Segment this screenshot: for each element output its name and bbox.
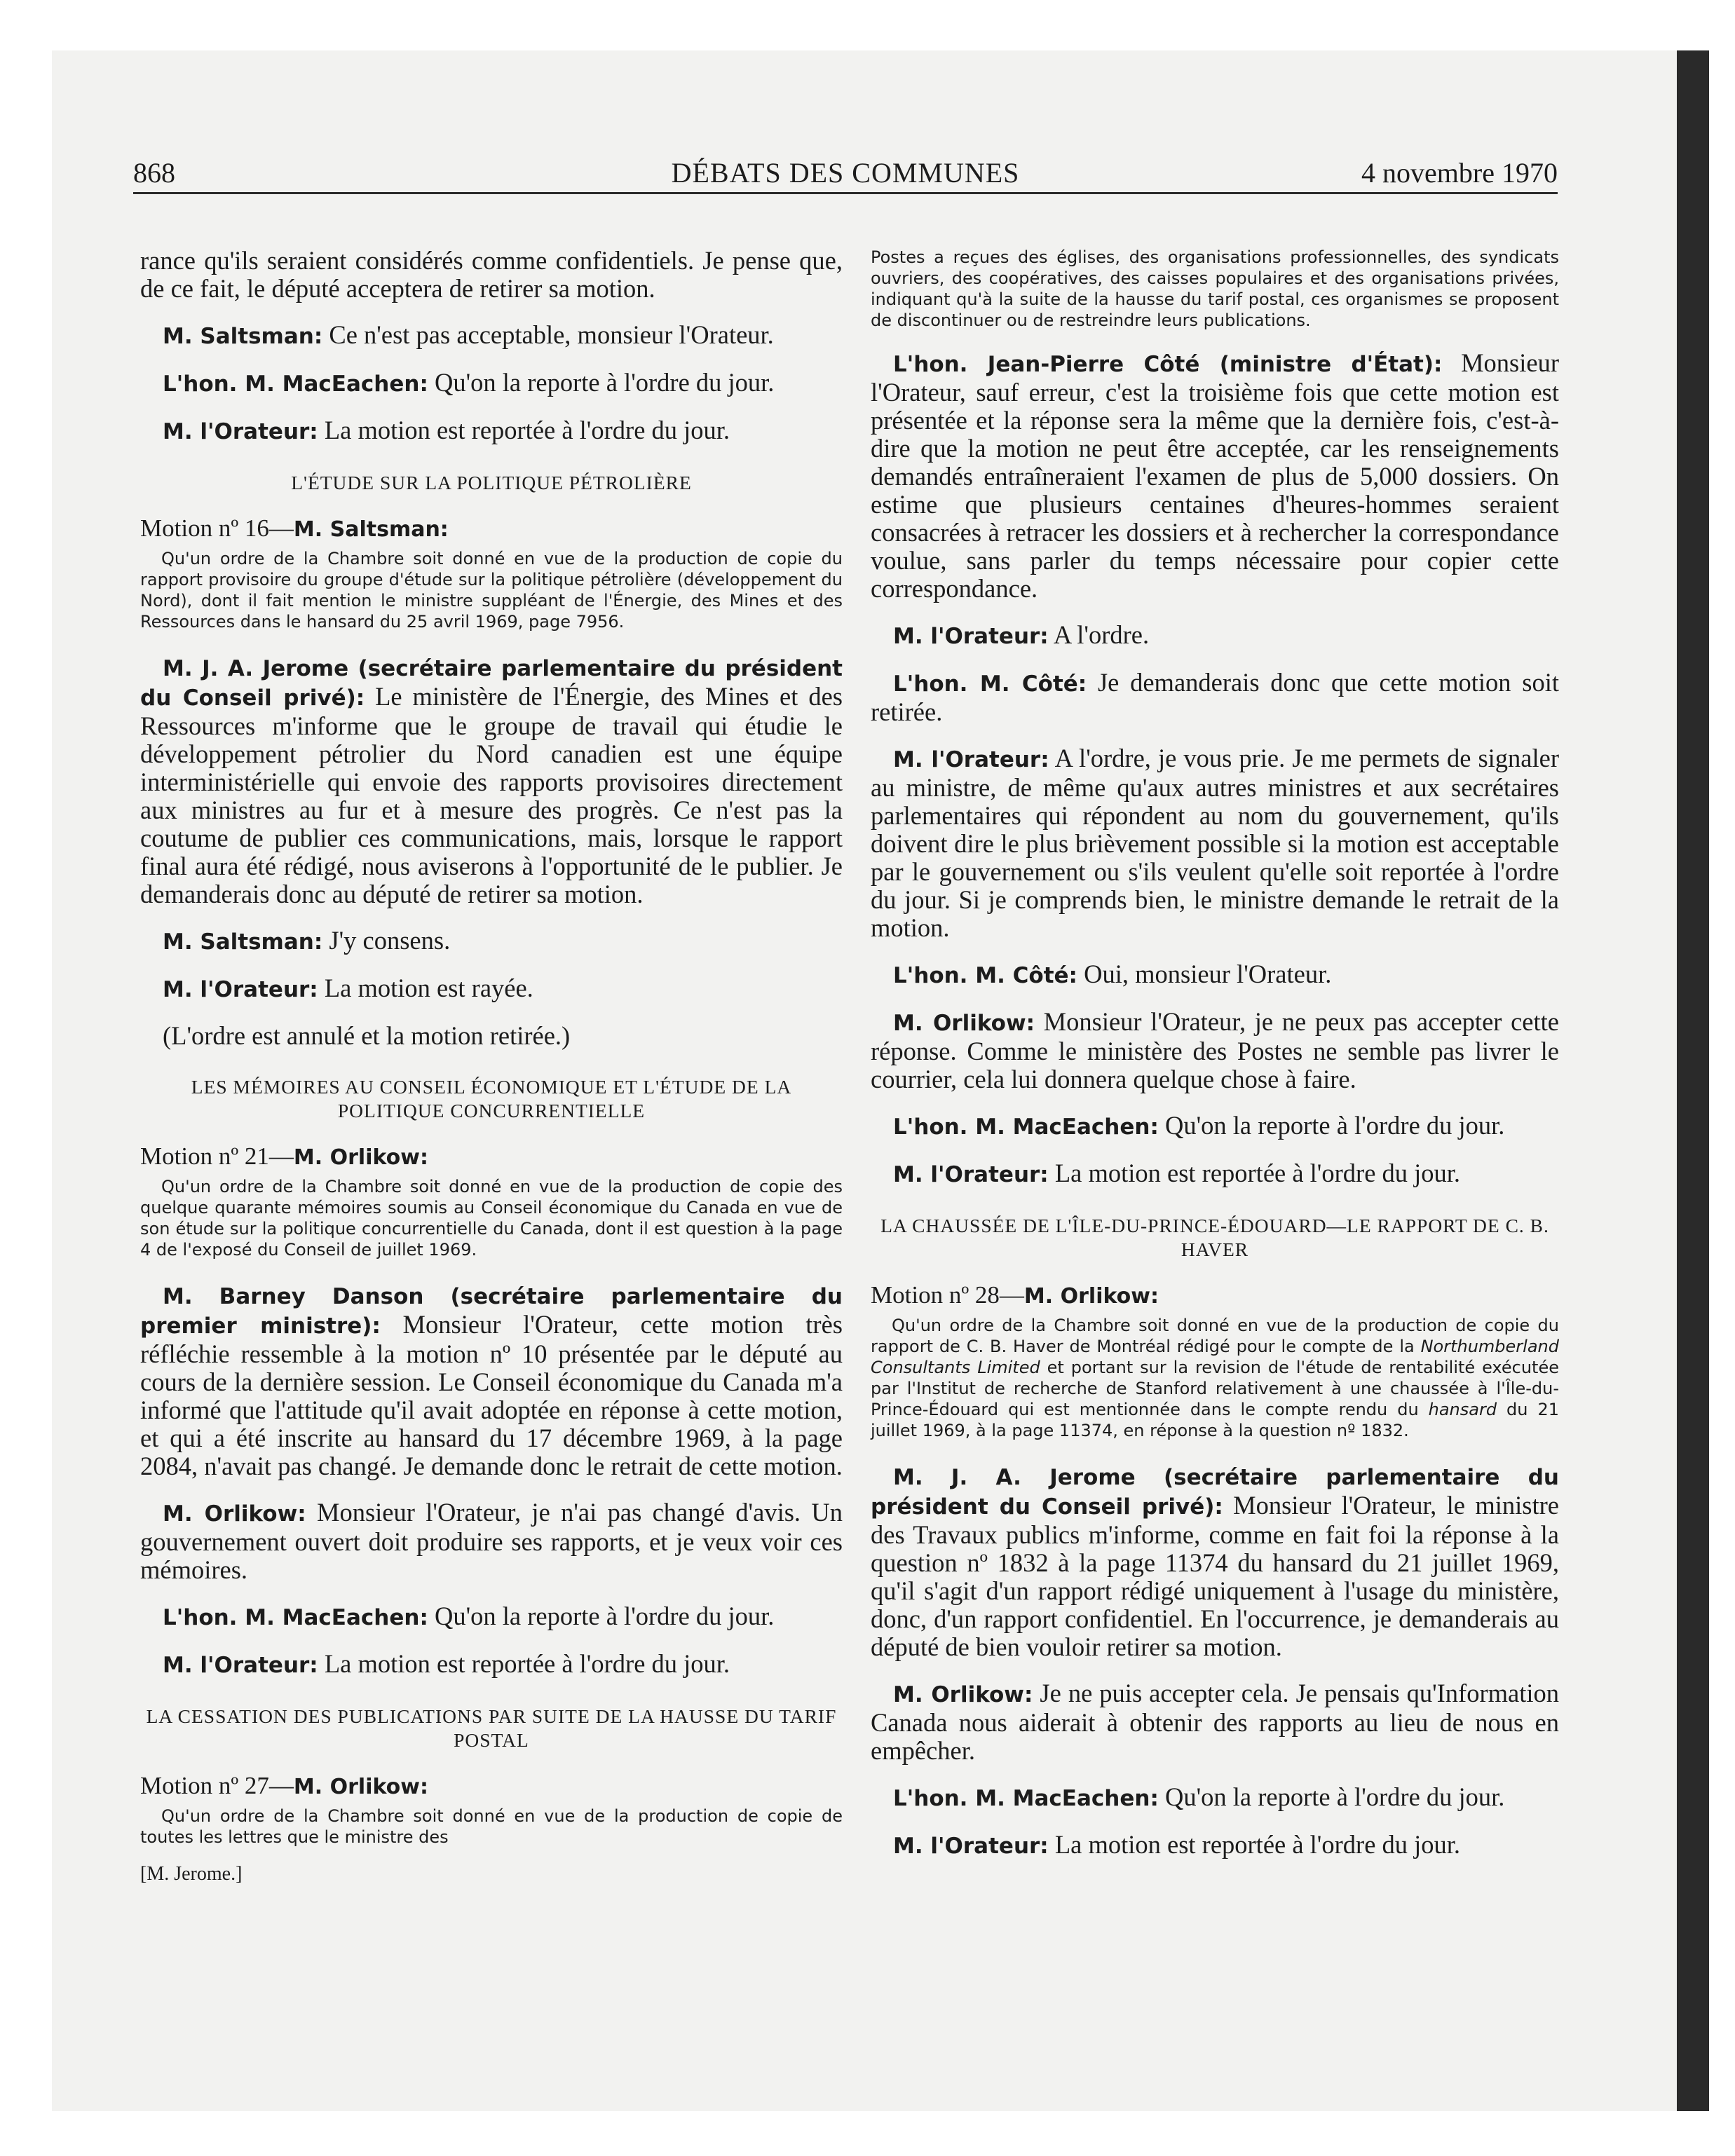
speaker-name: M. l'Orateur: [163, 977, 318, 1002]
speech [140, 653, 843, 908]
speech [140, 1499, 843, 1584]
motion-label: Motion nº 16— [140, 514, 294, 542]
speech [871, 744, 1559, 942]
speech-text: Je demanderais donc que cette motion soit retirée. [871, 668, 1559, 726]
motion-mover: M. Saltsman: [293, 517, 449, 542]
page-header [133, 149, 1558, 194]
section-heading: LA CHAUSSÉE DE L'ÎLE-DU-PRINCE-ÉDOUARD—LE RAPPORT DE C. B. HAVER [880, 1215, 1549, 1260]
speech [871, 1831, 1559, 1860]
speaker-name: M. J. A. Jerome (secrétaire parlementaire du président du Conseil privé): [871, 1465, 1559, 1520]
header-date: 4 novembre 1970 [1361, 157, 1558, 189]
motion-text-continued: Postes a reçues des églises, des organisations professionnelles, des syndicats ouvriers, des coopératives, des caisses populaires et des organisations privées, indiquant qu'à la suite de la hausse du tarif postal, ces organismes se proposent de discontinuer ou de restreindre leurs publications. [871, 247, 1559, 330]
speaker-footnote: [M. Jerome.] [140, 1863, 243, 1885]
speaker-name: M. l'Orateur: [893, 1162, 1049, 1187]
speaker-name: M. l'Orateur: [893, 624, 1049, 649]
speech [871, 1679, 1559, 1765]
paragraph: (L'ordre est annulé et la motion retirée.) [163, 1021, 571, 1050]
speech [871, 960, 1559, 990]
hansard-ref: hansard [1428, 1400, 1497, 1419]
motion-title [140, 514, 843, 544]
speech-text: J'y consens. [322, 926, 451, 955]
speech [140, 1602, 843, 1632]
motion-mover: M. Orlikow: [1023, 1284, 1159, 1309]
speaker-name: L'hon. M. MacEachen: [163, 371, 428, 397]
speech-text: Qu'on la reporte à l'ordre du jour. [1158, 1782, 1505, 1811]
speech-text: Monsieur l'Orateur, je n'ai pas changé d'avis. Un gouvernement ouvert doit produire ses rapports, et je veux voir ces mémoires. [140, 1498, 843, 1584]
speech-text: La motion est reportée à l'ordre du jour. [318, 1649, 730, 1678]
speaker-name: M. J. A. Jerome (secrétaire parlementaire du président du Conseil privé): [140, 656, 843, 711]
left-column [140, 247, 843, 1885]
motion-mover: M. Orlikow: [293, 1145, 428, 1170]
motion-label: Motion nº 28— [871, 1281, 1024, 1309]
speaker-name: L'hon. M. MacEachen: [893, 1114, 1159, 1140]
speaker-name: M. l'Orateur: [163, 419, 318, 444]
speech [871, 1462, 1559, 1661]
motion-title [140, 1142, 843, 1172]
speech-text: Ce n'est pas acceptable, monsieur l'Orateur. [322, 320, 774, 349]
speech [871, 1112, 1559, 1141]
motion-text-part: Qu'un ordre de la Chambre soit donné en vue de la production de copie du rapport de C. B. Haver de Montréal rédigé pour le compte de la [871, 1316, 1559, 1356]
speech-text: A l'ordre, je vous prie. Je me permets de signaler au ministre, de même qu'aux autres ministres et aux secrétaires parlementaires qui répondent au nom du gouvernement, qu'ils doivent dire le plus brièvement possible si la motion est acceptable par le gouvernement ou s'ils veulent qu'elle soit reportée à l'ordre du jour. Si je comprends bien, le ministre demande le retrait de la motion. [871, 744, 1559, 942]
speech-text: Oui, monsieur l'Orateur. [1077, 960, 1332, 988]
speech-text: Qu'on la reporte à l'ordre du jour. [1158, 1111, 1505, 1140]
motion-label: Motion nº 27— [140, 1772, 294, 1799]
speech-text: Le ministère de l'Énergie, des Mines et des Ressources m'informe que le groupe de travail qui étudie le développement pétrolier du Nord canadien est une équipe interministérielle qui envoie des rapports provisoires directement aux ministres au fur et à mesure des progrès. Ce n'est pas la coutume de publier ces communications, mais, lorsque le rapport final aura été rédigé, nous aviserons à l'opportunité de le publier. Je demanderais donc au député de retirer sa motion. [140, 682, 843, 908]
speech [140, 1650, 843, 1679]
speaker-name: M. Saltsman: [163, 929, 323, 955]
motion-text-part: et portant sur la revision de l'étude de rentabilité exécutée par l'Institut de recherche de Stanford relativement à une chaussée à l'Île-du-Prince-Édouard qui est mentionnée dans le compte rendu du [871, 1358, 1559, 1419]
motion-title [871, 1281, 1559, 1311]
speech [140, 416, 843, 446]
speech-text: Monsieur l'Orateur, cette motion très réfléchie ressemble à la motion nº 10 présentée par le député au cours de la dernière session. Le Conseil économique du Canada m'a informé que l'attitude qu'il avait adoptée en réponse à cette motion, et qui a été inscrite au hansard du 17 décembre 1969, à la page 2084, n'avait pas changé. Je demande donc le retrait de cette motion. [140, 1310, 843, 1480]
speech-text: La motion est reportée à l'ordre du jour. [1048, 1830, 1461, 1859]
speech-text: Monsieur l'Orateur, je ne peux pas accepter cette réponse. Comme le ministère des Postes ne semble pas livrer le courrier, cela lui donnera quelque chose à faire. [871, 1007, 1559, 1093]
speaker-name: M. Saltsman: [163, 324, 323, 349]
speech [871, 349, 1559, 603]
motion-text: Qu'un ordre de la Chambre soit donné en vue de la production de copie du rapport provisoire du groupe d'étude sur la politique pétrolière (développement du Nord), dont il fait mention le ministre suppléant de l'Énergie, des Mines et des Ressources dans le hansard du 25 avril 1969, page 7956. [140, 549, 843, 632]
speech [871, 669, 1559, 726]
running-title: DÉBATS DES COMMUNES [671, 157, 1020, 189]
speech [871, 621, 1559, 650]
motion-mover: M. Orlikow: [293, 1775, 428, 1799]
page-number: 868 [133, 157, 175, 189]
speech [140, 974, 843, 1004]
speaker-name: L'hon. M. Côté: [893, 963, 1077, 988]
speech-text: La motion est reportée à l'ordre du jour. [1048, 1159, 1461, 1187]
speech-text: La motion est reportée à l'ordre du jour. [318, 416, 730, 444]
speaker-name: M. l'Orateur: [893, 1834, 1049, 1859]
scan-edge-shadow [1677, 50, 1709, 2111]
motion-text: Qu'un ordre de la Chambre soit donné en vue de la production de copie de toutes les lettres que le ministre des [140, 1806, 843, 1847]
section-heading: L'ÉTUDE SUR LA POLITIQUE PÉTROLIÈRE [291, 472, 692, 493]
paragraph: rance qu'ils seraient considérés comme confidentiels. Je pense que, de ce fait, le député acceptera de retirer sa motion. [140, 246, 843, 303]
speech [871, 1783, 1559, 1813]
motion-text: Qu'un ordre de la Chambre soit donné en vue de la production de copie des quelque quarante mémoires soumis au Conseil économique du Canada en vue de son étude sur la politique concurrentielle du Canada, dont il est question à la page 4 de l'exposé du Conseil de juillet 1969. [140, 1177, 843, 1260]
right-column [871, 247, 1559, 1878]
speech-text: A l'ordre. [1048, 620, 1150, 649]
speech-text: La motion est rayée. [318, 974, 533, 1002]
speaker-name: M. l'Orateur: [163, 1653, 318, 1678]
section-heading: LES MÉMOIRES AU CONSEIL ÉCONOMIQUE ET L'ÉTUDE DE LA POLITIQUE CONCURRENTIELLE [191, 1076, 792, 1121]
speaker-name: M. Orlikow: [893, 1011, 1035, 1036]
speaker-name: M. Orlikow: [893, 1682, 1033, 1707]
speech-text: Je ne puis accepter cela. Je pensais qu'Information Canada nous aiderait à obtenir des rapports au lieu de nous en empêcher. [871, 1679, 1559, 1765]
speech [140, 321, 843, 350]
speaker-name: M. l'Orateur: [893, 747, 1049, 772]
speaker-name: L'hon. M. MacEachen: [893, 1786, 1159, 1811]
speech [871, 1159, 1559, 1189]
speaker-name: L'hon. M. MacEachen: [163, 1605, 428, 1630]
section-heading: LA CESSATION DES PUBLICATIONS PAR SUITE DE LA HAUSSE DU TARIF POSTAL [146, 1705, 837, 1751]
speaker-name: L'hon. Jean-Pierre Côté (ministre d'État): [893, 352, 1443, 377]
speech-text: Qu'on la reporte à l'ordre du jour. [428, 1602, 775, 1630]
speech-text: Monsieur l'Orateur, le ministre des Travaux publics m'informe, comme en fait foi la réponse à la question nº 1832 à la page 11374 du hansard du 21 juillet 1969, qu'il s'agit d'un rapport rédigé uniquement à l'usage du ministère, donc, d'un rapport confidentiel. En l'occurrence, je demanderais au député de bien vouloir retirer sa motion. [871, 1491, 1559, 1661]
motion-text-part: du 21 juillet 1969, à la page 11374, en réponse à la question nº 1832. [871, 1400, 1559, 1440]
speech [871, 1008, 1559, 1093]
speech [140, 927, 843, 956]
speaker-name: M. Barney Danson (secrétaire parlementaire du premier ministre): [140, 1284, 843, 1339]
speech [140, 1281, 843, 1480]
speech [140, 369, 843, 398]
speaker-name: M. Orlikow: [163, 1501, 306, 1527]
speech-text: Monsieur l'Orateur, sauf erreur, c'est la troisième fois que cette motion est présentée et la réponse sera la même que la dernière fois, c'est-à-dire que la motion ne peut être acceptée, car les renseignements demandés entraîneraient l'examen de plus de 5,000 dossiers. On estime que plusieurs centaines d'heures-hommes seraient consacrées à retracer les dossiers et à rechercher la correspondance voulue, sans parler du temps nécessaire pour copier cette correspondance. [871, 348, 1559, 603]
motion-label: Motion nº 21— [140, 1142, 294, 1170]
speaker-name: L'hon. M. Côté: [893, 671, 1087, 697]
speech-text: Qu'on la reporte à l'ordre du jour. [428, 368, 775, 397]
company-name: Northumberland Consultants Limited [871, 1337, 1559, 1377]
motion-title [140, 1772, 843, 1801]
motion-text [871, 1315, 1559, 1441]
